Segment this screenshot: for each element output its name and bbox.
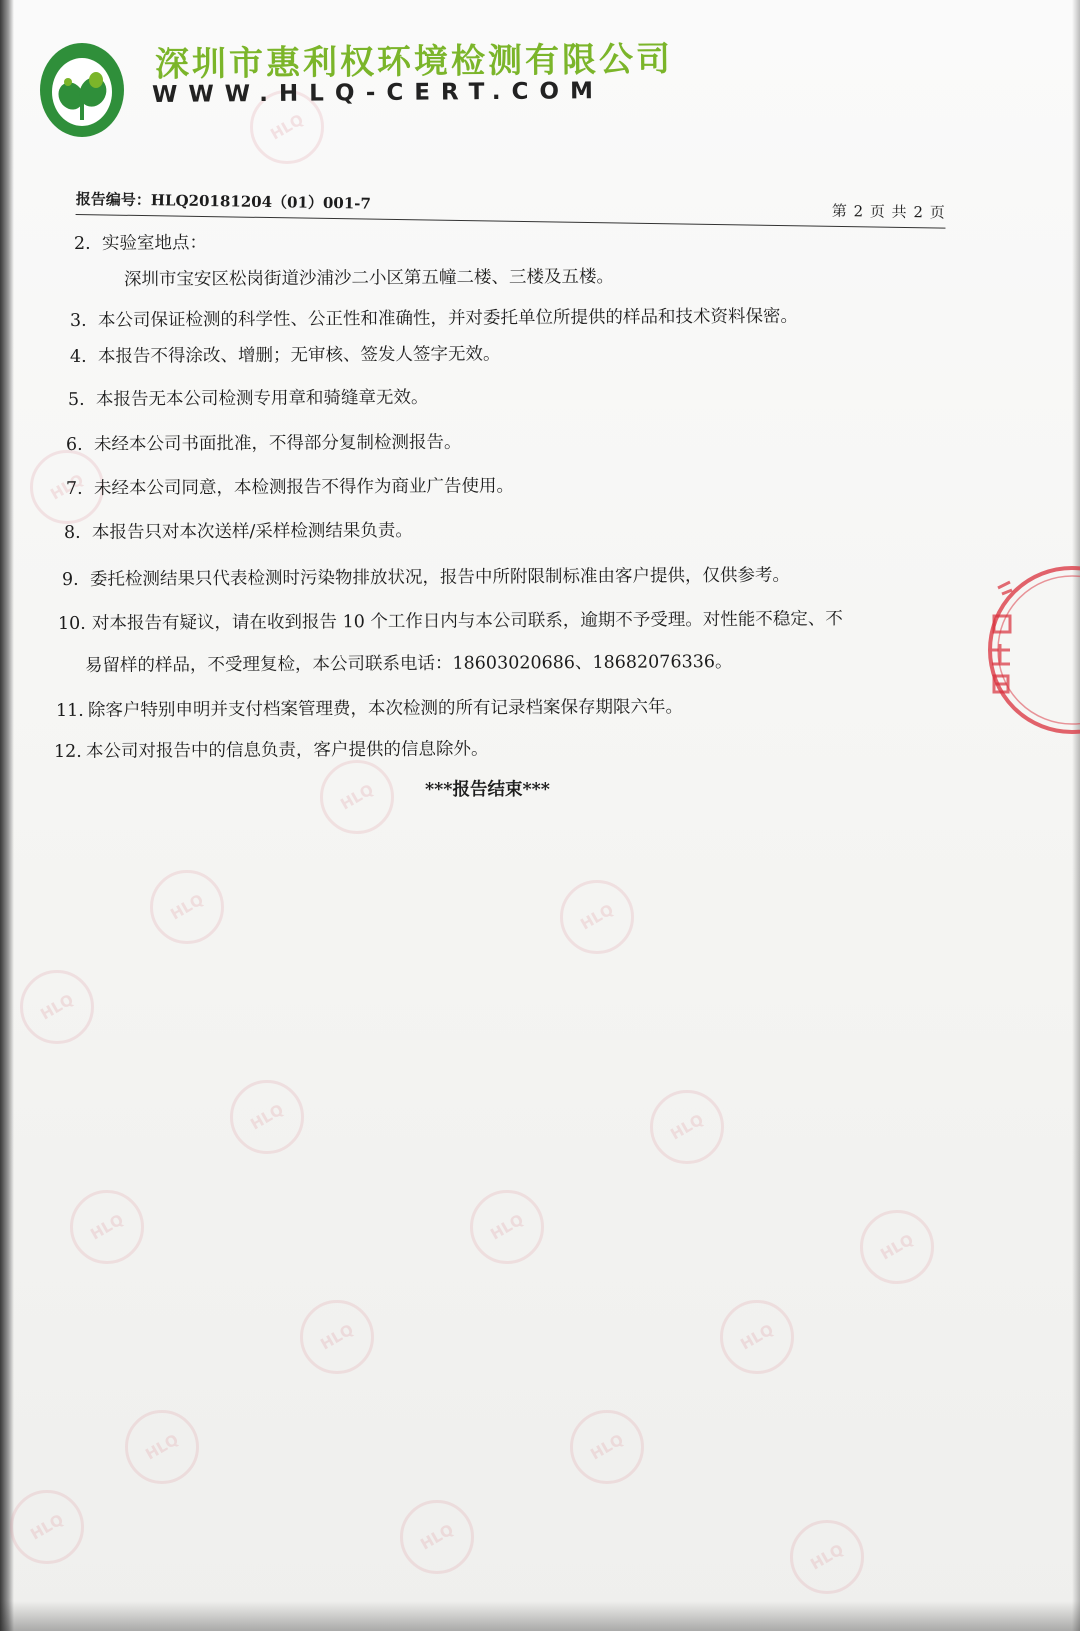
list-item (56, 693, 683, 722)
list-item (68, 384, 429, 411)
header-rule (76, 214, 946, 229)
item-text: 本公司保证检测的科学性、公正性和准确性，并对委托单位所提供的样品和技术资料保密。 (97, 306, 799, 331)
report-number: 报告编号：HLQ20181204（01）001-7 (75, 189, 372, 213)
item-number: 3. (69, 310, 87, 331)
list-item (62, 562, 790, 591)
page-bottom-shadow (0, 1601, 1080, 1631)
hlq-watermark-icon (230, 1080, 304, 1154)
item-text: 本报告不得涂改、增删；无审核、签发人签字无效。 (97, 344, 501, 367)
company-logo-icon (38, 40, 126, 140)
item-text: 未经本公司书面批准，不得部分复制检测报告。 (93, 432, 462, 455)
item-text: 委托检测结果只代表检测时污染物排放状况，报告中所附限制标准由客户提供，仅供参考。 (89, 565, 791, 590)
hlq-watermark-icon (470, 1190, 544, 1264)
item-number: 5. (67, 389, 85, 410)
report-meta-row (76, 188, 946, 232)
page-spine-shadow (0, 0, 14, 1631)
company-name: 深圳市惠利权环境检测有限公司 (154, 39, 674, 85)
hlq-watermark-icon (570, 1410, 644, 1484)
hlq-watermark-icon (300, 1300, 374, 1374)
hlq-watermark-icon (70, 1190, 144, 1264)
list-item (66, 472, 514, 500)
list-item (58, 605, 843, 635)
hlq-watermark-icon (10, 1490, 84, 1564)
item-text: 除客户特别申明并支付档案管理费，本次检测的所有记录档案保存期限六年。 (87, 697, 684, 721)
item-number: 9. (61, 569, 79, 590)
list-item (70, 303, 798, 332)
page-indicator: 第 2 页 共 2 页 (831, 201, 946, 222)
report-end-mark: ***报告结束*** (425, 780, 550, 800)
item-text: 本报告无本公司检测专用章和骑缝章无效。 (95, 387, 429, 410)
item-number: 4. (69, 346, 87, 367)
page-edge-shadow (1072, 0, 1080, 1631)
list-item (64, 517, 413, 544)
item-text: 实验室地点： (101, 233, 208, 254)
item-text: 未经本公司同意，本检测报告不得作为商业广告使用。 (93, 476, 515, 499)
item-text: 易留样的样品，不受理复检，本公司联系电话：18603020686、18682076336。 (84, 652, 733, 676)
item-number: 2. (73, 233, 91, 254)
hlq-watermark-icon (560, 880, 634, 954)
list-item (66, 429, 462, 456)
hlq-watermark-icon (720, 1300, 794, 1374)
item-number: 6. (65, 434, 83, 455)
company-seal-stamp-icon (980, 560, 1080, 740)
hlq-watermark-icon (20, 970, 94, 1044)
item-text: 本公司对报告中的信息负责，客户提供的信息除外。 (85, 739, 489, 762)
list-item (74, 229, 207, 255)
hlq-watermark-icon (400, 1500, 474, 1574)
hlq-watermark-icon (860, 1210, 934, 1284)
company-website: WWW.HLQ-CERT.COM (151, 78, 605, 108)
item-number: 11. (55, 700, 84, 721)
item-number: 7. (65, 478, 83, 499)
item-text: 对本报告有疑议，请在收到报告 10 个工作日内与本公司联系，逾期不予受理。对性能不稳定、不 (91, 609, 843, 634)
item-text: 深圳市宝安区松岗街道沙浦沙二小区第五幢二楼、三楼及五楼。 (123, 267, 615, 290)
hlq-watermark-icon (125, 1410, 199, 1484)
item-number: 8. (63, 522, 81, 543)
hlq-watermark-icon (650, 1090, 724, 1164)
item-number: 10. (57, 613, 86, 634)
hlq-watermark-icon (320, 760, 394, 834)
hlq-watermark-icon (150, 870, 224, 944)
item-number: 12. (53, 741, 82, 762)
list-item-continuation (124, 263, 614, 291)
item-text: 本报告只对本次送样/采样检测结果负责。 (91, 520, 413, 543)
hlq-watermark-icon (790, 1520, 864, 1594)
list-item (54, 735, 489, 763)
list-item-continuation (85, 648, 733, 677)
list-item (70, 340, 501, 368)
